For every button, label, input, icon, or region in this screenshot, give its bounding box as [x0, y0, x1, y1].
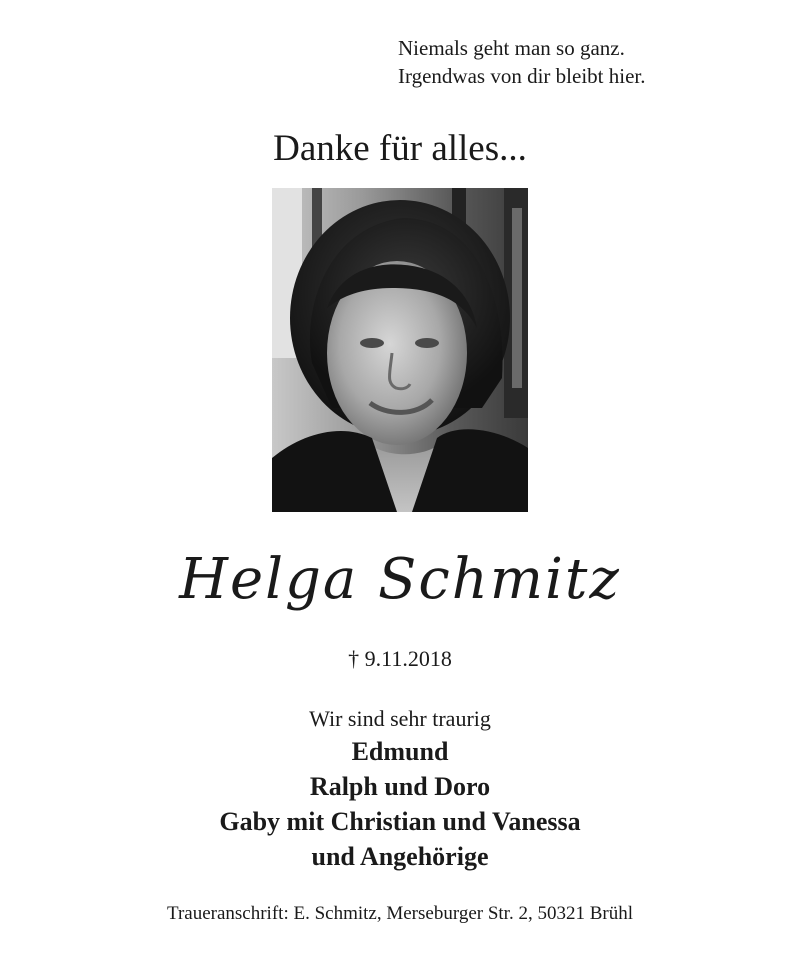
- mourners-intro: Wir sind sehr traurig: [309, 706, 491, 731]
- mourners-block: [0, 704, 800, 874]
- death-date: † 9.11.2018: [348, 646, 452, 671]
- mourner-name: und Angehörige: [311, 842, 489, 871]
- quote-line-1: Niemals geht man so ganz.: [398, 36, 625, 60]
- thanks-text: Danke für alles...: [273, 128, 527, 169]
- portrait-image: [272, 188, 528, 512]
- mourner-name: Edmund: [351, 737, 449, 766]
- mourner-name: Ralph und Doro: [309, 772, 491, 801]
- quote-line-2: Irgendwas von dir bleibt hier.: [398, 64, 646, 88]
- condolence-address: Traueranschrift: E. Schmitz, Merseburger Str. 2, 50321 Brühl: [167, 903, 633, 924]
- quote: [398, 34, 645, 90]
- portrait-photo: [272, 188, 528, 512]
- thanks-heading: [0, 127, 800, 171]
- deceased-name: Helga Schmitz: [179, 547, 621, 612]
- mourner-name: Gaby mit Christian und Vanessa: [219, 807, 581, 836]
